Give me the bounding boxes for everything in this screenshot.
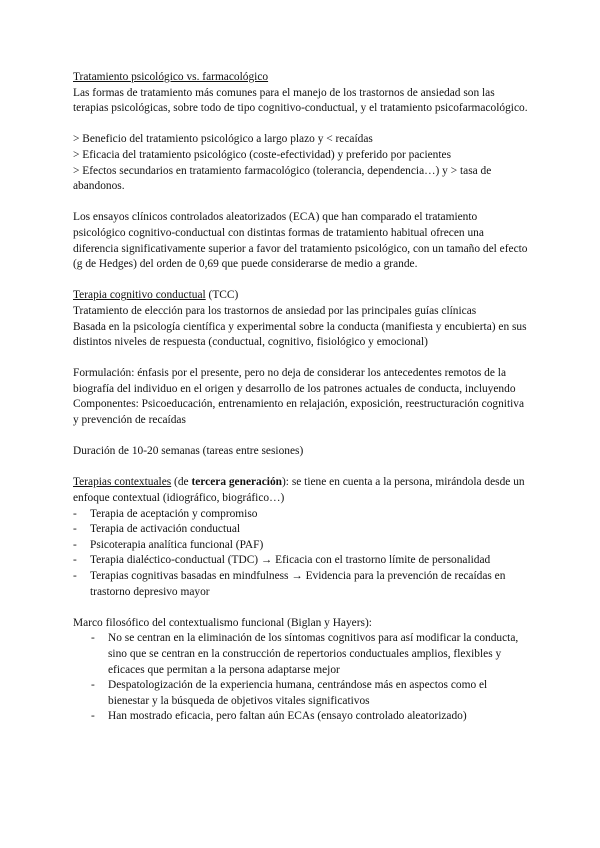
list-item-text: Despatologización de la experiencia humana, centrándose más en aspectos como el bienestar y la búsqueda de objetivos vitales significativos (108, 679, 488, 707)
list-item: - Terapia dialéctico-conductual (TDC) → Eficacia con el trastorno límite de personalidad (73, 553, 529, 569)
list-item (73, 709, 529, 725)
duracion-line: Duración de 10-20 semanas (tareas entre sesiones) (73, 445, 304, 458)
section-title-contextuales (73, 475, 529, 506)
list-item: - Psicoterapia analítica funcional (PAF) (73, 538, 529, 554)
contextuales-title-open: (de (171, 476, 192, 489)
list-item: - Terapia de aceptación y compromiso (73, 507, 529, 523)
section-title-tcc (73, 288, 529, 304)
tcc-line: Basada en la psicología científica y experimental sobre la conducta (manifiesta y encubierta) en sus distintos niveles de respuesta (conductual, cognitivo, fisiológico y emocional) (73, 320, 527, 349)
bullet-dash: - (91, 632, 95, 645)
marco-list (73, 631, 529, 725)
eca-paragraph: Los ensayos clínicos controlados aleatorizados (ECA) que han comparado el tratamiento psicológico cognitivo-conductual con distintas formas de tratamiento habitual ofrecen una diferencia significativamente superior a favor del tratamiento psicológico, con un tamaño del efecto (g de Hedges) del orden de 0,69 que puede considerarse de medio a grande. (73, 211, 528, 271)
intro-paragraph: Las formas de tratamiento más comunes para el manejo de los trastornos de ansiedad son las terapias psicológicas, sobre todo de tipo cognitivo-conductual, y el tratamiento psicofarmacológico. (73, 86, 528, 115)
tcc-line: Tratamiento de elección para los trastornos de ansiedad por las principales guías clínicas (73, 304, 477, 317)
tcc-title-rest: (TCC) (205, 289, 239, 302)
list-item: - Terapias cognitivas basadas en mindfulness → Evidencia para la prevención de recaídas en trastorno depresivo mayor (73, 569, 529, 600)
list-item (73, 631, 529, 678)
list-item-text: Han mostrado eficacia, pero faltan aún ECAs (ensayo controlado aleatorizado) (108, 710, 467, 723)
contextuales-title-underlined: Terapias contextuales (73, 476, 172, 489)
componentes-line: Componentes: Psicoeducación, entrenamiento en relajación, exposición, reestructuración cognitiva y prevención de recaídas (73, 398, 525, 427)
list-item: - Terapia de activación conductual (73, 522, 529, 538)
point-line: > Eficacia del tratamiento psicológico (coste-efectividad) y preferido por pacientes (73, 148, 452, 161)
formulacion-line: Formulación: énfasis por el presente, pero no deja de considerar los antecedentes remotos de la biografía del individuo en el origen y desarrollo de los patrones actuales de conducta, incluyendo (73, 367, 516, 395)
bullet-dash: - (91, 679, 95, 692)
point-line: > Beneficio del tratamiento psicológico a largo plazo y < recaídas (73, 133, 373, 146)
bullet-dash: - (91, 710, 95, 723)
section-title-marco: Marco filosófico del contextualismo funcional (Biglan y Hayers): (73, 616, 372, 629)
contextuales-title-after: ): se tiene en cuenta a la persona, mirándola desde un enfoque contextual (idiográfico, biográfico…) (73, 476, 525, 505)
list-item-text: No se centran en la eliminación de los síntomas cognitivos para así modificar la conducta, sino que se centran en la construcción de repertorios conductuales amplios, flexibles y eficaces que permitan a la persona adaptarse mejor (108, 632, 519, 676)
tcc-title-underlined: Terapia cognitivo conductual (73, 289, 206, 302)
document-content (73, 70, 529, 725)
section-title-tratamiento: Tratamiento psicológico vs. farmacológico (73, 71, 269, 83)
list-item (73, 678, 529, 709)
contextuales-title-bold: tercera generación (191, 476, 283, 489)
point-line: > Efectos secundarios en tratamiento farmacológico (tolerancia, dependencia…) y > tasa de abandonos. (73, 164, 492, 193)
contextuales-list (73, 507, 529, 601)
